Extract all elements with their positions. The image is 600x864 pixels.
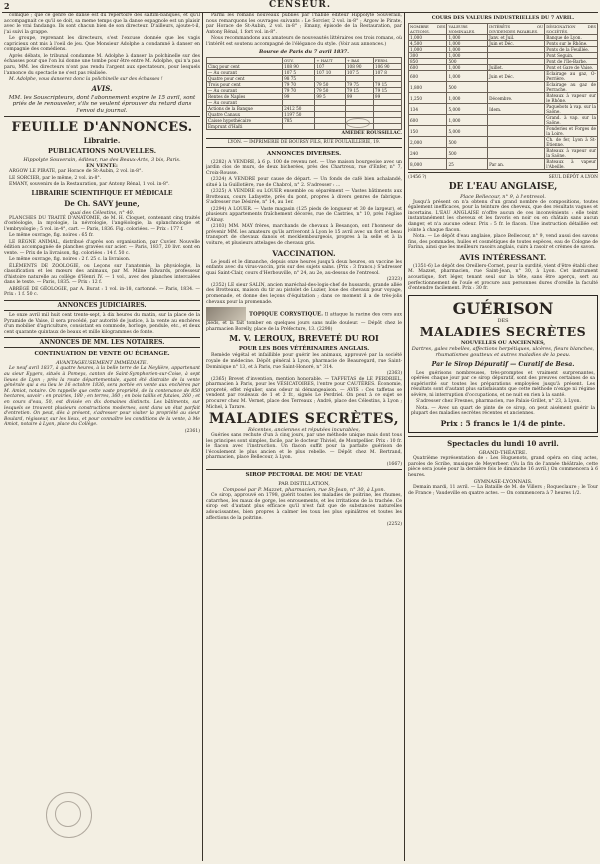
notice-number: (1456 ?) (408, 175, 427, 180)
vaccination-heading: VACCINATION. (272, 248, 336, 258)
eau-address: Place Bellecour, n° 9, à l'entresol. (460, 193, 546, 200)
table-cell: Rentes de Naples (207, 94, 283, 100)
article-text: Parmi les romans nouveaux publiés par l'habile éditeur Hippolyte Souverain, nous remarquons les ouvrages suivants : Le Sorcier, 2 vol. in-8° ; Argow le Pirate, par Horace de St-Aubin, 2 vol. in-8° ; Emany, épisode de la Restauration, par Antony Rénal, 1 fort vol. in-8°. (206, 13, 402, 35)
table-cell: Bateaux à vapeur sur la Saône. (546, 148, 596, 158)
cours-row (409, 71, 598, 82)
table-cell: 1,000 (409, 47, 447, 53)
en-vente-label: EN VENTE: (86, 163, 118, 170)
grand-theatre-label: GRAND-THÉATRE. (478, 450, 528, 457)
table-cell: 1,000 (447, 35, 488, 41)
gymnase-text: Demain mardi, 11 avril. — La Bataille de M. de Villers ; Roqueclaure ; le Tour de France ; Vaudeville en quatre actes. — On commencera à 7 heures 1/2. (408, 485, 598, 496)
table-cell (488, 82, 545, 93)
article-text: comique ; que ce genre de danse est du répertoire des saltim-banques, et qu'il accompagnait ce qu'il se doit, sa meme temps que la danse espagnole est un plaisir avec le vrai fandango. Ils sont chacun bien de son directeur. D'ailleurs, ajoute-t-il, j'ai suivi la grappe. (4, 13, 200, 35)
article-text: Nous recommandons aux amateurs de nouveautés littéraires ces trois romans, où l'intérêt est soutenu accompagné de l'élégance du style. (Voir aux annonces.) (206, 36, 402, 47)
printer-line: LYON. — IMPRIMERIE DE BOURSY FILS, RUE POULAILLERIE, 19. (227, 139, 381, 145)
grand-theatre-text: Quatrième représentation de : Les Huguenots, grand opéra en cinq actes, paroles de Scribe, musique de Meyerbeer. (Vu la fin de l'année théâtrale, cette pièce sera jouée pour la dernière fois le dimanche 16 avril.) On commencera à 6 heures. (408, 456, 598, 478)
book-item: EMANY, souvenirs de la Restauration, par Antony Rénal, 1 vol. in-8°. (9, 182, 170, 188)
avis-heading: AVIS. (91, 83, 113, 93)
bourse-row (207, 124, 402, 130)
book-item: ABRÉGÉ DE GÉOLOGIE, par A. Burat : 1 vol. in-18, cartonné. — Paris, 1834. — Prix : 1 f. 50 c. (4, 286, 200, 298)
table-cell: Éclairage au gaz de Perrache. (546, 82, 596, 92)
table-cell (315, 124, 345, 130)
depot-label: SEUL DÉPÔT A LYON (548, 175, 598, 180)
table-cell: — Au courant (207, 70, 283, 76)
cours-row (409, 159, 598, 170)
guerison-price: Prix : 5 francs le 1/4 de pinte. (440, 419, 566, 429)
table-cell: — Au courant (207, 100, 283, 106)
table-cell (488, 126, 545, 137)
judicial-notice: Le onze avril mil huit cent trente-sept, à dix heures du matin, sur la place de la Pyramide de Vaise, il sera procédé, par autorité de justice, à la vente au enchères d'un mobilier d'agriculture, consistant en commode, horloge, pendule, etc., et deux cent quarante quintaux de beaux et mille kilogrammes de fonte. (4, 312, 200, 335)
table-cell: 2412 50 (283, 106, 315, 112)
table-cell: Grand. à vap. sur la Saône. (546, 115, 596, 125)
guerison-sirop-line: Par le Sirop Dépuratif — Curatif de Besa. (431, 360, 575, 368)
table-header: INTÉRÊTS OU DIVIDENDES PAYABLES. (489, 24, 544, 34)
sirop-author: Composé par P. Mazzet, pharmacien, rue St-Jean, n° 30, à Lyon. (222, 487, 386, 494)
table-cell: 99 5 (315, 94, 345, 100)
bourse-table (206, 57, 402, 130)
divider (4, 116, 200, 117)
table-cell: 1,000 (447, 41, 488, 47)
leroux-text: Remède végétal et infaillible pour guérir les animaux, approuvé par la société royale de médecine. Dépôt général à Lyon, pharmacie de Beauregard, rue Saint-Dominique n° 13, et à Paris, rue Saint-Honoré, n° 314. (206, 353, 402, 370)
table-cell: Banque de Lyon. (545, 35, 598, 41)
table-cell: Actions de la Banque (207, 106, 283, 112)
table-cell: Juin et Déc. (488, 41, 545, 47)
foot-illustration-icon (206, 307, 246, 321)
table-cell: 1,000 (447, 93, 488, 104)
brevet-ad: (2365) Brevet d'invention, mention honorable. — TAFFETAS de LE PERDRIEL, pharmacien à Paris, pour les VÉSICATOIRES, l'entre pour CAUTÈRES. Économie, propreté, effet régulier, sans odeur ni démangeaison. — AVIS : Ces taffetas se vendent par rouleaux de 1 et 2 fr., signés Le Perdriel. On peut à ce sujet se procurer chez M. Vernet, place des Terreaux ; André, place des Célestins, à Lyon ; Michel, à Tarare. (206, 376, 402, 410)
table-cell: 1,000 (447, 115, 488, 126)
avis-text: MM. les Souscripteurs, dont l'abonnement expire le 15 avril, sont priés de le renouveler, s'ils ne veulent éprouver du retard dans l'envoi du journal. (8, 94, 196, 114)
table-cell: 1,000 (447, 53, 488, 59)
table-cell: 79 50 (315, 82, 345, 88)
table-cell: Par an. (488, 159, 545, 170)
vaccination-text: Le jeudi et le dimanche, depuis onze heures jusqu'à deux heures, on vaccine les enfants avec du virus-vaccin, pris sur des sujets sains. (Prix : 3 francs.) S'adresser quai Saint-Clair, cours d'Herbouville, n° 24, au 2e, au-dessus de l'entresol. (206, 259, 402, 276)
table-cell: Quatre pour cent (207, 76, 283, 82)
sirop-sub: PAR DISTILLATION, (278, 481, 330, 488)
table-cell: 99 (345, 94, 373, 100)
feuille-annonces-title: FEUILLE D'ANNONCES. (11, 120, 193, 136)
table-cell: 79 70 (283, 82, 315, 88)
table-cell: Quatre Canaux (207, 112, 283, 118)
table-cell: Bateaux à vapeur sur le Rhône. (546, 93, 596, 103)
table-header: NOMBRE DES ACTIONS. (410, 24, 446, 34)
table-cell (488, 148, 545, 159)
table-cell: 150 (409, 126, 447, 137)
column-middle (206, 13, 402, 863)
classified-ad: (2325) A VENDRE ou LOUER ensemble ou séparément — Vastes bâtiments aux Brotteaux, cours Lafayette, près du pont, propres à divers genres de fabrique. S'adresser rue Désirée, n° 14, au 1er. (206, 189, 402, 206)
table-cell: Pont et Gare de Vaise. (545, 65, 598, 71)
table-cell: 5,000 (447, 104, 488, 115)
book-item: PLANCHES DU TRAITÉ D'ANATOMIE, de M. H. Cloquet, contenant cinq traités d'ostéologie, la myologie, la névrologie, l'angéiologie, la splanchnologie et l'embryologie ; 5 vol. in-4°, cart. — Paris, 1836. Fig. coloriées. — Prix : 177 f. (4, 215, 200, 232)
table-cell: 1,000 (447, 65, 488, 71)
eau-text: Jusqu'à présent on n'a obtenu d'un grand nombre de compositions, toutes également inefficaces, pour la teinture des cheveux, que des résultats vagues et incertains. L'EAU ANGLAISE n'offre aucun de ces inconvénients : elle teint instantanément les cheveux et les favoris en noir ou en châtain sans aucun danger, et n'a aucune odeur. Prix : 5 fr. le flacon. Une instruction détaillée est jointe à chaque flacon. (408, 199, 598, 233)
annonces-notaires-heading: ANNONCES DE MM. LES NOTAIRES. (4, 337, 200, 348)
column-divider (404, 13, 405, 861)
table-cell: 1,000 (447, 71, 488, 82)
maladies-heading: MALADIES SECRÈTES, (208, 410, 400, 427)
cours-header-row (409, 24, 598, 35)
notice-number: (2298) (317, 326, 333, 332)
cours-row (409, 104, 598, 115)
table-header: + HAUT (315, 58, 345, 64)
editor-signature: AMÉDÉE ROUSSILLAC. (341, 131, 402, 137)
table-cell: Cinq pour cent (207, 64, 283, 70)
table-cell: Éclairage au gaz, O-Perrière. (546, 71, 596, 81)
divider (206, 147, 402, 148)
table-cell: Paquebots à vap. sur la Saône. (546, 104, 596, 114)
divider (408, 172, 598, 173)
classified-ad: (2103) MM. MAY frères, marchands de chevaux à Besançon, ont l'honneur de prévenir MM. les amateurs qu'ils arriveront à Lyon le 15 avril avec un fort et beau transport de chevaux danois et mecklembourgeois, propres à la selle et à la voiture, et plusieurs attelages de chevaux gris. (206, 224, 402, 247)
page-number: 2 (4, 1, 10, 11)
article-text: Après débats, le tribunal condamne M. Adolphe à danser la polchinelle sur des échasses pour que l'on lui donne une tombe pour être entre M. Adolphe, qui n'a pas paru, MM. les directeurs n'ont pas rendu l'argent aux spectateurs, pour lesquels l'annonce du spectacle ne s'est pas réalisée. (4, 53, 200, 76)
topique-heading: TOPIQUE CORYSTIQUE. (249, 311, 323, 318)
table-cell: 79 15 (373, 88, 401, 94)
table-header: DÉSIGNATION DES SOCIÉTÉS. (546, 24, 596, 34)
table-cell: 600 (409, 65, 447, 71)
table-cell: Bateaux à vapeur l'Abeille. (546, 159, 596, 169)
avis-interessant-heading: AVIS INTÉRESSANT. (459, 252, 547, 262)
table-cell: Fonderies et Forges de la Loire. (546, 126, 596, 136)
page-header (0, 0, 600, 12)
maladies-text: Guéries sans rechute d'un à cinq jours, par une méthode unique mais dont tous les principes sont simples, facile, par le docteur Thiviel, de Montpellier. Prix : 10 fr. le flacon avec l'instruction. Un flacon suffit pour la parfaite guérison de l'écoulement le plus ancien et le plus rebelle. — Dépôt chez M. Bertrand, pharmacien, place Bellecour, à Lyon. (206, 432, 402, 461)
table-cell: Idem. (488, 104, 545, 115)
article-text: M. Adolphe, vous danserez donc la polichinelle sur des échasses ! (9, 76, 163, 82)
table-cell: 1,000 (409, 35, 447, 41)
table-cell: 850 (409, 59, 447, 65)
book-item: ARGOW LE PIRATE, par Horace de St-Aubin, 2 vol. in-8°. (9, 169, 143, 175)
table-cell: 1,250 (409, 93, 447, 104)
table-cell: Pont Seguin. (545, 53, 598, 59)
cours-row (409, 126, 598, 137)
guerison-text: Les guérisons nombreuses, très-promptes et vraiment surprenantes, opérées chaque jour par ce sirop dépuratif, sont des preuves certaines de sa supériorité sur toutes les préparations employées jusqu'à présent. Les résultats sont d'autant plus satisfaisants que cette méthode n'exige ni régime sévère, ni interruption d'occupations, et ne nuit en rien à la santé. (411, 370, 595, 399)
table-header: OUV. (283, 58, 315, 64)
table-cell: Ch. de fer, Lyon à St-Étienne. (546, 137, 596, 147)
annonces-diverses-heading: ANNONCES DIVERSES. (266, 150, 342, 157)
spectacles-heading: Spectacles du lundi 10 avril. (447, 439, 559, 449)
table-cell: 134 (409, 104, 447, 115)
continuation-sub: AVANTAGEUSEMENT IMMÉDIATE. (55, 360, 149, 367)
table-header: FERM. (373, 58, 401, 64)
divider (408, 436, 598, 437)
table-cell: 500 (447, 137, 488, 148)
table-cell: 99 (373, 94, 401, 100)
publications-heading: PUBLICATIONS NOUVELLES. (47, 147, 157, 156)
table-cell: 79 70 (283, 88, 315, 94)
publisher-line: Hippolyte Souverain, éditeur, rue des Beaux-Arts, 3 bis, Paris. (23, 157, 181, 164)
seal-mark (346, 118, 370, 128)
librairie-medicale-heading: LIBRAIRIE SCIENTIFIQUE ET MÉDICALE (31, 189, 173, 197)
guerison-ad-box (408, 295, 598, 433)
gymnase-label: GYMNASE-LYONNAIS. (473, 479, 533, 486)
guerison-address: S'adresser chez Fresnes, pharmacien, rue Palais-Grillet, n° 23, à Lyon. (416, 399, 581, 405)
leroux-sub: POUR LES BOIS VÉTÉRINAIRES ANGLAIS. (238, 346, 370, 353)
newspaper-title: CENSEUR. (268, 0, 332, 10)
savy-address: quai des Célestins, n° 40. (69, 209, 135, 216)
divider (206, 138, 402, 139)
book-item: Le même ouvrage, fig. noires : 65 fr. (9, 233, 94, 239)
notice-number: (1667) (386, 461, 402, 467)
table-cell: 107 5 (283, 70, 315, 76)
cours-row (409, 82, 598, 93)
leroux-heading: M. V. LEROUX, BREVETÉ DU ROI (229, 333, 379, 344)
table-cell: 79 15 (345, 88, 373, 94)
table-cell: Ponts sur le Rhône. (545, 41, 598, 47)
maladies-sub: Récentes, anciennes et réputées incurables, (247, 426, 361, 433)
table-cell: 600 (409, 115, 447, 126)
guerison-heading: GUÉRISON (452, 298, 554, 318)
table-cell (488, 137, 545, 148)
article-text: Le groupe, reprenant les directeurs, s'est l'excuse donnée que les vagis capricieux ont mis à l'oeil de jeu. Que Monsieur Adolphe a condamné à danser en compagnie des comédiens. (4, 36, 200, 53)
notice-number: (2363) (386, 370, 402, 376)
classified-ad: (2294) A LOUER. — Vaste magasin (125 pieds de longueur et 30 de largeur), et plusieurs appartements fraîchement décorés, rue de Castries, n° 10, près l'église d'Ainay. (206, 206, 402, 223)
topique-ad (206, 307, 402, 332)
annonces-judiciaires-heading: ANNONCES JUDICIAIRES. (4, 300, 200, 311)
table-cell (488, 115, 545, 126)
table-cell: 2,000 (409, 137, 447, 148)
table-cell: Caisse hypothécaire (207, 118, 283, 124)
table-cell: 106 90 (373, 64, 401, 70)
table-cell: 79 75 (345, 82, 373, 88)
table-header: VALEURS NOMINALES. (447, 24, 488, 35)
book-item: Le même ouvrage, fig. noires : 2 f. 25 c. la livraison. (9, 257, 131, 263)
column-divider (202, 13, 203, 861)
table-cell: 107 (315, 64, 345, 70)
table-cell: Janv. et Juil. (488, 35, 545, 41)
table-cell: Juin et Déc. (488, 71, 545, 82)
guerison-desc: Dartres, gales rebelles, affections herpétiques, ulcères, fleurs blanches, rhumatismes goutteux et autres maladies de la peau. (411, 345, 595, 358)
table-cell: 25 (447, 159, 488, 170)
guerison-des: DES (497, 317, 509, 324)
table-cell: — Au courant (207, 88, 283, 94)
table-cell: 500 (447, 59, 488, 65)
topique-text: Il attaque la racine des cors aux pieds, et la fait tomber en quelques jours sans nulle douleur. — Dépôt chez le pharmacien Borelly, place de la Préfecture, 13. (206, 312, 402, 332)
librairie-heading: Librairie. (83, 136, 121, 146)
table-cell: 4,500 (409, 41, 447, 47)
table-cell: 500 (447, 82, 488, 93)
cours-table (408, 23, 598, 170)
table-cell: Décembre. (488, 93, 545, 104)
table-cell: 600 (409, 71, 447, 82)
table-cell: 107 10 (315, 70, 345, 76)
eau-header-line (408, 175, 598, 181)
table-cell: 108 90 (345, 64, 373, 70)
bourse-title: Bourse de Paris du 7 avril 1837. (258, 49, 349, 56)
classified-ad: (2324) A VENDRE pour cause de départ. — Un fonds de café bien achalandé, situé à la Guillotière, rue de Chabrol, n° 2. S'adresser : ... (206, 177, 402, 188)
table-cell: Emprunt d'Haïti (207, 124, 283, 130)
cours-row (409, 137, 598, 148)
eau-note: Nota. — Le dépôt d'eau anglaise, place Bellecour, n° 9, vend aussi des savons fins, des pommades, huiles et cosmétiques de toutes espèces, eau de Cologne de Farina, ainsi que les meilleurs rasoirs anglais, cuirs à rasoir et crèmes de savon. (408, 233, 598, 251)
table-cell: Ponts de la Feuillée. (545, 47, 598, 53)
table-cell: Juillet. (488, 65, 545, 71)
table-cell: 1,800 (409, 82, 447, 93)
sirop-heading: SIROP PECTORAL DE MOU DE VEAU (206, 469, 402, 479)
table-cell: 500 (447, 148, 488, 159)
sirop-text: Ce sirop, approuvé en 1798, guérit toutes les maladies de poitrine, les rhumes, catarrhes, les maux de gorge, les enrouements, et les irritations de la trachée. Ce sirop est d'autant plus efficace qu'il n'est fait que de substances naturelles adoucissantes, bien propres à calmer les toux les plus opiniâtres et toutes les affections de la poitrine. (206, 493, 402, 521)
sale-notice: Le neuf avril 1837, à quatre heures, à la belle terre de La Neylière, appartenant au sieur Eygers, situés à Pomeys, canton de Saint-Symphorien-sur-Coise, à sept lieues de Lyon ; près la route départementale, ayant été distraite de la vente générale qui a eu lieu le 16 octobre 1836, sera portée en vente aux enchères par M. Amiot, notaire. On rappelle que cette vaste propriété, de la contenance de 850 hectares, savoir : en prairies, 180 ; en terres, 360 ; en bois taillis et futaies, 260 ; et en cours d'eau, 50, est divisée en dix domaines distincts. Les bâtiments, sur lesquels se trouvent plusieurs constructions modernes, sont dans un état parfait d'entretien. On peut, dès à présent, s'adresser pour visiter la propriété au sieur Boulard, régisseur, sur les lieux, et pour connaître les conditions de la vente, à Me Amiot, notaire à Lyon, place du Collège. (4, 366, 200, 428)
guerison-note: Nota. — Avec un quart de pinte de ce sirop, on peut aisément guérir la plupart des maladies secrètes récentes et anciennes. (411, 405, 595, 417)
table-cell: 785 (283, 118, 315, 124)
table-cell: 8,000 (409, 159, 447, 170)
continuation-heading: CONTINUATION DE VENTE OU ÉCHANGE. (34, 351, 170, 358)
savy-name: De Ch. SAVY jeune, (64, 198, 140, 208)
cours-row (409, 115, 598, 126)
table-cell: 98 75 (283, 76, 315, 82)
eau-anglaise-heading: DE L'EAU ANGLAISE, (448, 181, 558, 192)
salin-ad: (2352) LE sieur SALIN, ancien maréchal-des-logis-chef de hussards, grande allée des Brotteaux, maison du tir au pistolet de Luzier, loue des chevaux pour voyage, promenade, et donne des leçons d'équitation ; dans ce moment il a de très-jolis chevaux pour la promenade. (206, 282, 402, 305)
avis-interessant-text: (1351-6) Le dépôt des Oreillers-Cornet, pour la surdité, vient d'être établi chez M. Mazzet, pharmacien, rue Saint-Jean, n° 30, à Lyon. Cet instrument acoustique, fort léger, tenant seul sur la tête, sans être aperçu, sert au perfectionnement de l'ouïe et procure aux personnes dures d'oreille la faculté d'entendre facilement. Prix : 30 fr. (408, 263, 598, 292)
cours-row (409, 93, 598, 104)
table-cell: 107 8 (373, 70, 401, 76)
guerison-sub: NOUVELLES OU ANCIENNES, (460, 339, 546, 346)
table-cell: 240 (409, 148, 447, 159)
table-cell: Trois pour cent (207, 82, 283, 88)
table-header: + BAS (345, 58, 373, 64)
cours-row (409, 148, 598, 159)
table-cell (283, 124, 315, 130)
table-cell: Pont de l'Ile-Barbe. (545, 59, 598, 65)
book-item: LE RÈGNE ANIMAL, distribué d'après son organisation, par Cuvier. Nouvelle édition accompagnée de planches gravées sur acier. — Paris, 1837, 20 livr. sont en vente. — Prix de la livraison, fig. coloriées : 14 f. 50 c. (4, 239, 200, 256)
table-cell: 79 50 (315, 88, 345, 94)
table-cell: 107 5 (345, 70, 373, 76)
table-cell: 1,000 (447, 47, 488, 53)
table-cell: 99 (283, 94, 315, 100)
column-right (408, 13, 598, 863)
cours-heading: COURS DES VALEURS INDUSTRIELLES DU 7 AVRIL. (431, 15, 575, 21)
table-cell: 300 (409, 53, 447, 59)
column-left (4, 13, 200, 863)
book-item: ÉLÉMENTS DE ZOOLOGIE, ou Leçons sur l'anatomie, la physiologie, la classification et les mœurs des animaux, par M. Milne Edwards, professeur d'histoire naturelle au collège d'Henri IV. — 1 vol., avec des planches intercalées dans le texte. — Paris, 1835. — Prix : 12 f. (4, 263, 200, 286)
table-cell: 79 15 (373, 82, 401, 88)
book-item: LE SORCIER, par le même, 2 vol. in-8°. (9, 175, 102, 181)
table-cell: 108 90 (283, 64, 315, 70)
table-cell: 5,000 (447, 126, 488, 137)
table-cell (373, 124, 401, 130)
notice-number: (2252) (386, 522, 402, 528)
tax-stamp (46, 792, 92, 838)
classified-ad: (2282) A VENDRE, à 6 p. 100 de revenu net. — Une maison bourgeoise avec un jardin clos de murs, de deux bicherées, près des Chartreux, rue d'Enfer, n° 7, Croix-Rousse. (206, 159, 402, 176)
notice-number: (2361) (184, 428, 200, 434)
guerison-maladies: MALADIES SECRÈTES (419, 323, 587, 339)
table-cell: 1197 50 (283, 112, 315, 118)
notice-number: (2323) (386, 277, 402, 283)
